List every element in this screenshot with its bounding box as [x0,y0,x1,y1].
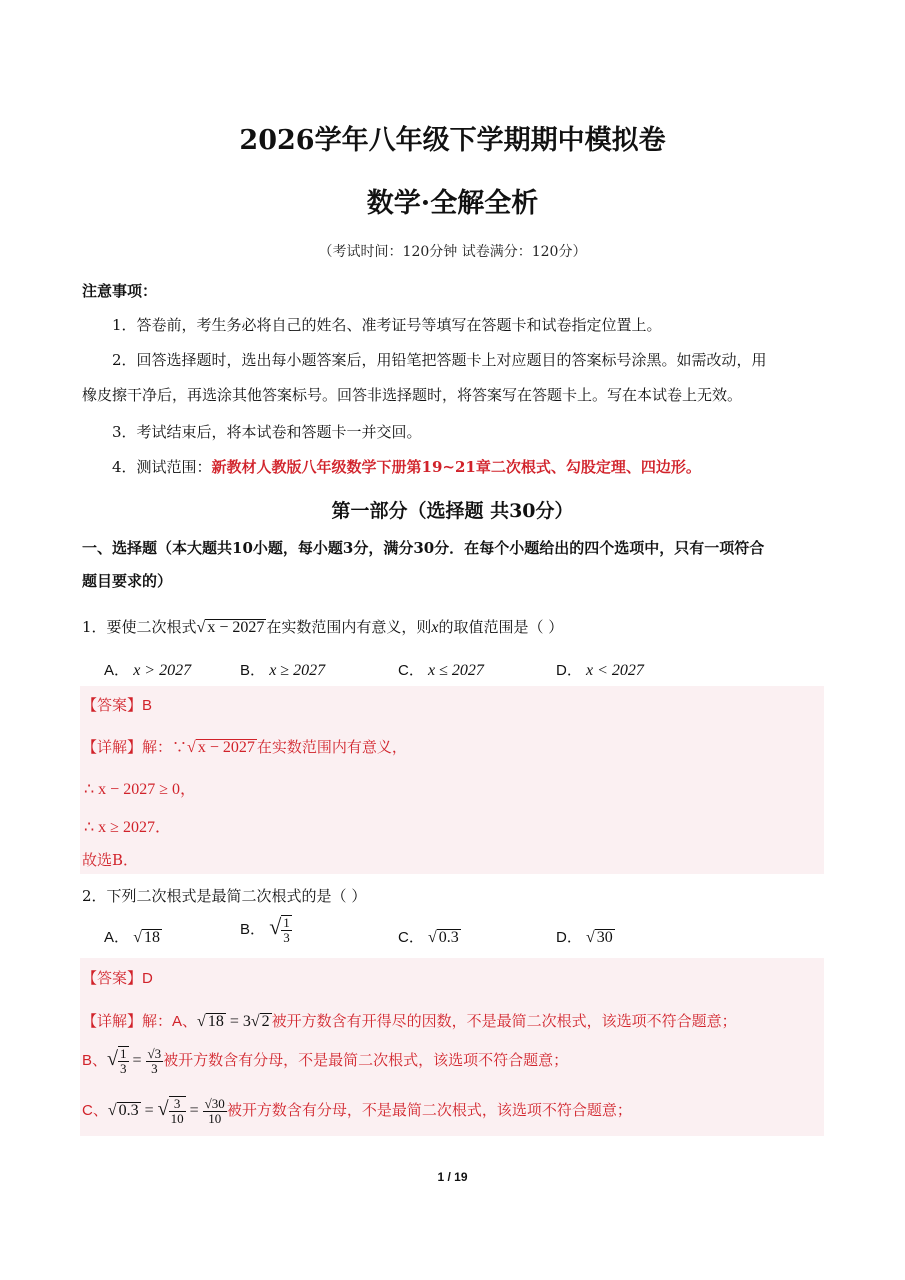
note-item-2-cont: 橡皮擦干净后，再选涂其他答案标号。回答非选择题时，将答案写在答题卡上。写在本试卷上无效。 [82,386,743,404]
page-number: 1 / 19 [437,1170,468,1184]
q2-answer-value: D [142,970,153,987]
note-item-3: 3．考试结束后，将本试卷和答题卡一并交回。 [112,423,422,441]
q1-step-1: ∴ x − 2027 ≥ 0， [84,781,196,798]
note-item-2: 2．回答选择题时，选出每小题答案后，用铅笔把答题卡上对应题目的答案标号涂黑。如需改动，用 [112,351,767,369]
page-subtitle: 数学·全解全析 [366,188,539,219]
q1-option-b: B． x ≥ 2027 [240,662,326,679]
section-line-1: 一、选择题（本大题共10小题，每小题3分，满分30分．在每个小题给出的四个选项中，只有一项符合 [82,539,765,557]
q2-detail-c: C、√ 0.3 = √ $\frac{3}{10}$ = $\frac{√30}{10}$ 被开方数含有分母，不是最简二次根式，该选项不符合题意； [82,1095,632,1126]
q2-answer-tag: 【答案】 [82,969,143,987]
q1-step-2: ∴ x ≥ 2027． [84,819,171,836]
q1-stem: 1．要使二次根式√ x − 2027 在实数范围内有意义，则x的取值范围是（ ） [82,618,564,636]
q1-detail-radical: x − 2027 [197,739,255,756]
exam-meta: （考试时间：120分钟 试卷满分：120分） [318,244,587,260]
q1-detail-tag: 【详解】 [82,738,143,756]
test-scope: 新教材人教版八年级数学下册第19~21章二次根式、勾股定理、四边形。 [211,458,701,476]
q2-option-c: C． √ 0.3 [398,929,459,946]
q1-stem-post: 的取值范围是（ ） [438,618,564,636]
q1-radical: x − 2027 [207,619,265,636]
note-item-4-prefix: 4．测试范围： [112,458,212,476]
q2-option-d: D． √ 30 [556,929,613,946]
q1-detail: 【详解】解：∵√ x − 2027 在实数范围内有意义， [82,738,407,756]
q1-variable: x [431,619,439,636]
q2-answer [82,967,153,988]
q1-stem-pre: 1．要使二次根式 [82,618,197,636]
q2-detail-b: B、√ $\frac{1}{3}$ = $\frac{√3}{3}$ 被开方数含有分母，不是最简二次根式，该选项不符合题意； [82,1045,569,1076]
q2-detail-tag: 【详解】 [82,1012,143,1030]
note-item-1: 1．答卷前，考生务必将自己的姓名、准考证号等填写在答题卡和试卷指定位置上。 [112,316,662,334]
q1-answer [82,694,152,715]
q1-option-d: D． x < 2027 [556,662,644,679]
q1-answer-value: B [142,697,153,714]
section-line-2: 题目要求的） [82,572,173,590]
part1-heading: 第一部分（选择题 共30分） [331,500,574,522]
q1-stem-mid: 在实数范围内有意义，则 [266,618,432,636]
q1-detail-post: 在实数范围内有意义， [256,738,407,756]
notes-heading: 注意事项： [82,282,158,300]
q2-option-a: A． √ 18 [104,929,160,946]
q2-stem: 2．下列二次根式是最简二次根式的是（ ） [82,887,367,905]
q1-option-c: C． x ≤ 2027 [398,662,484,679]
note-item-4 [112,456,701,478]
q2-detail-a: 【详解】解：A、√ 18 = 3√ 2 被开方数含有开得尽的因数，不是最简二次根式，该选项不符合题意； [82,1012,737,1030]
q1-answer-tag: 【答案】 [82,696,143,714]
section-instructions [82,532,822,598]
q1-detail-pre: 解：∵ [142,738,188,756]
q1-conclusion: 故选B． [82,851,139,869]
q1-option-a: A． x > 2027 [104,662,192,679]
page-title: 2026学年八年级下学期期中模拟卷 [239,125,666,156]
q2-option-b: B． √ $\frac{1}{3}$ [240,914,290,946]
